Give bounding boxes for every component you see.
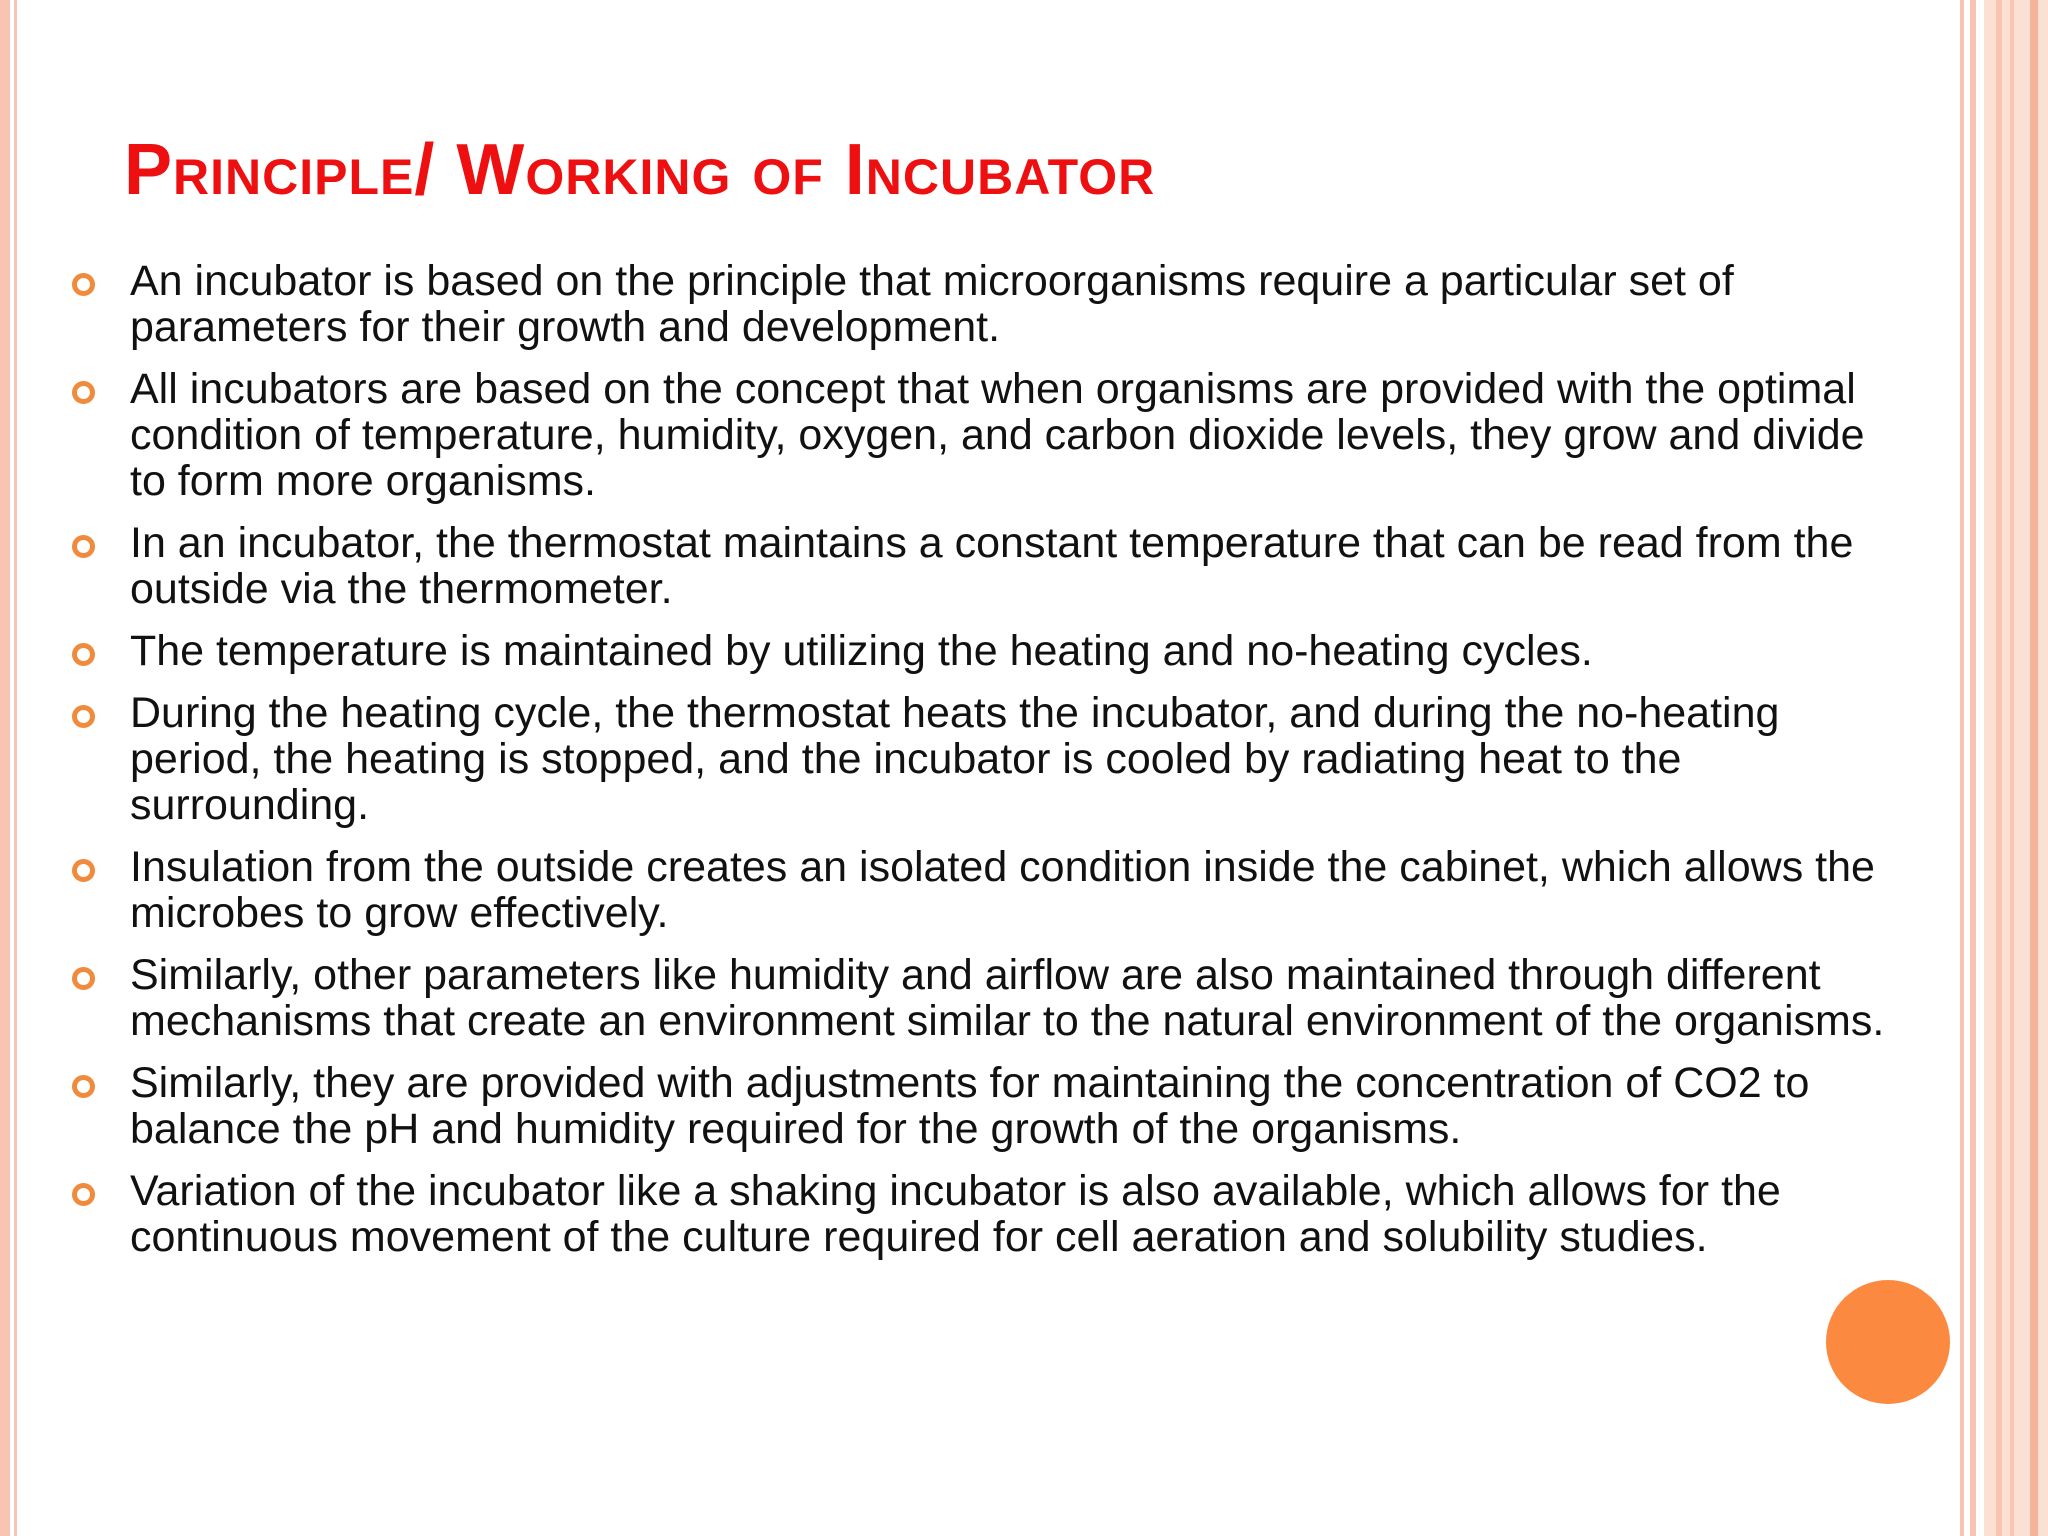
right-border-band: [1984, 0, 2048, 1536]
right-border-stripe: [1970, 0, 1976, 1536]
orange-circle-decoration: [1826, 1280, 1950, 1404]
bullet-text: Insulation from the outside creates an isolated condition inside the cabinet, which allows the microbes to grow effectively.: [130, 843, 1875, 937]
bullet-item: [60, 690, 1890, 828]
hollow-circle-bullet-icon: [72, 859, 95, 882]
bullet-item: [60, 952, 1890, 1044]
hollow-circle-bullet-icon: [72, 381, 95, 404]
right-border-stripe: [1996, 0, 2002, 1536]
bullet-text: Variation of the incubator like a shaking incubator is also available, which allows for the continuous movement of the culture required for cell aeration and solubility studies.: [130, 1167, 1781, 1261]
bullet-item: [60, 844, 1890, 936]
left-border-stripe: [0, 0, 10, 1536]
bullet-text: Similarly, other parameters like humidity and airflow are also maintained through different mechanisms that create an environment similar to the natural environment of the organisms.: [130, 951, 1885, 1045]
bullet-list: [60, 258, 1890, 1276]
hollow-circle-bullet-icon: [72, 1183, 95, 1206]
bullet-text: During the heating cycle, the thermostat heats the incubator, and during the no-heating period, the heating is stopped, and the incubator is cooled by radiating heat to the surrounding.: [130, 689, 1780, 829]
hollow-circle-bullet-icon: [72, 273, 95, 296]
hollow-circle-bullet-icon: [72, 705, 95, 728]
bullet-text: Similarly, they are provided with adjustments for maintaining the concentration of CO2 to balance the pH and humidity required for the growth of the organisms.: [130, 1059, 1810, 1153]
right-border-stripe: [2010, 0, 2014, 1536]
bullet-text: The temperature is maintained by utilizing the heating and no-heating cycles.: [130, 627, 1593, 675]
bullet-text: All incubators are based on the concept that when organisms are provided with the optimal condition of temperature, humidity, oxygen, and carbon dioxide levels, they grow and divide to form more organisms.: [130, 365, 1865, 505]
bullet-item: [60, 366, 1890, 504]
left-border-stripe-thin: [14, 0, 17, 1536]
bullet-item: [60, 1060, 1890, 1152]
hollow-circle-bullet-icon: [72, 967, 95, 990]
bullet-item: [60, 520, 1890, 612]
hollow-circle-bullet-icon: [72, 643, 95, 666]
hollow-circle-bullet-icon: [72, 535, 95, 558]
hollow-circle-bullet-icon: [72, 1075, 95, 1098]
bullet-item: [60, 258, 1890, 350]
bullet-item: [60, 628, 1890, 674]
bullet-text: An incubator is based on the principle that microorganisms require a particular set of parameters for their growth and development.: [130, 257, 1734, 351]
right-border-stripe: [1960, 0, 1964, 1536]
slide-title: Principle/ Working of Incubator: [124, 130, 1156, 210]
bullet-item: [60, 1168, 1890, 1260]
bullet-text: In an incubator, the thermostat maintains a constant temperature that can be read from the outside via the thermometer.: [130, 519, 1854, 613]
right-border-stripe: [2030, 0, 2038, 1536]
